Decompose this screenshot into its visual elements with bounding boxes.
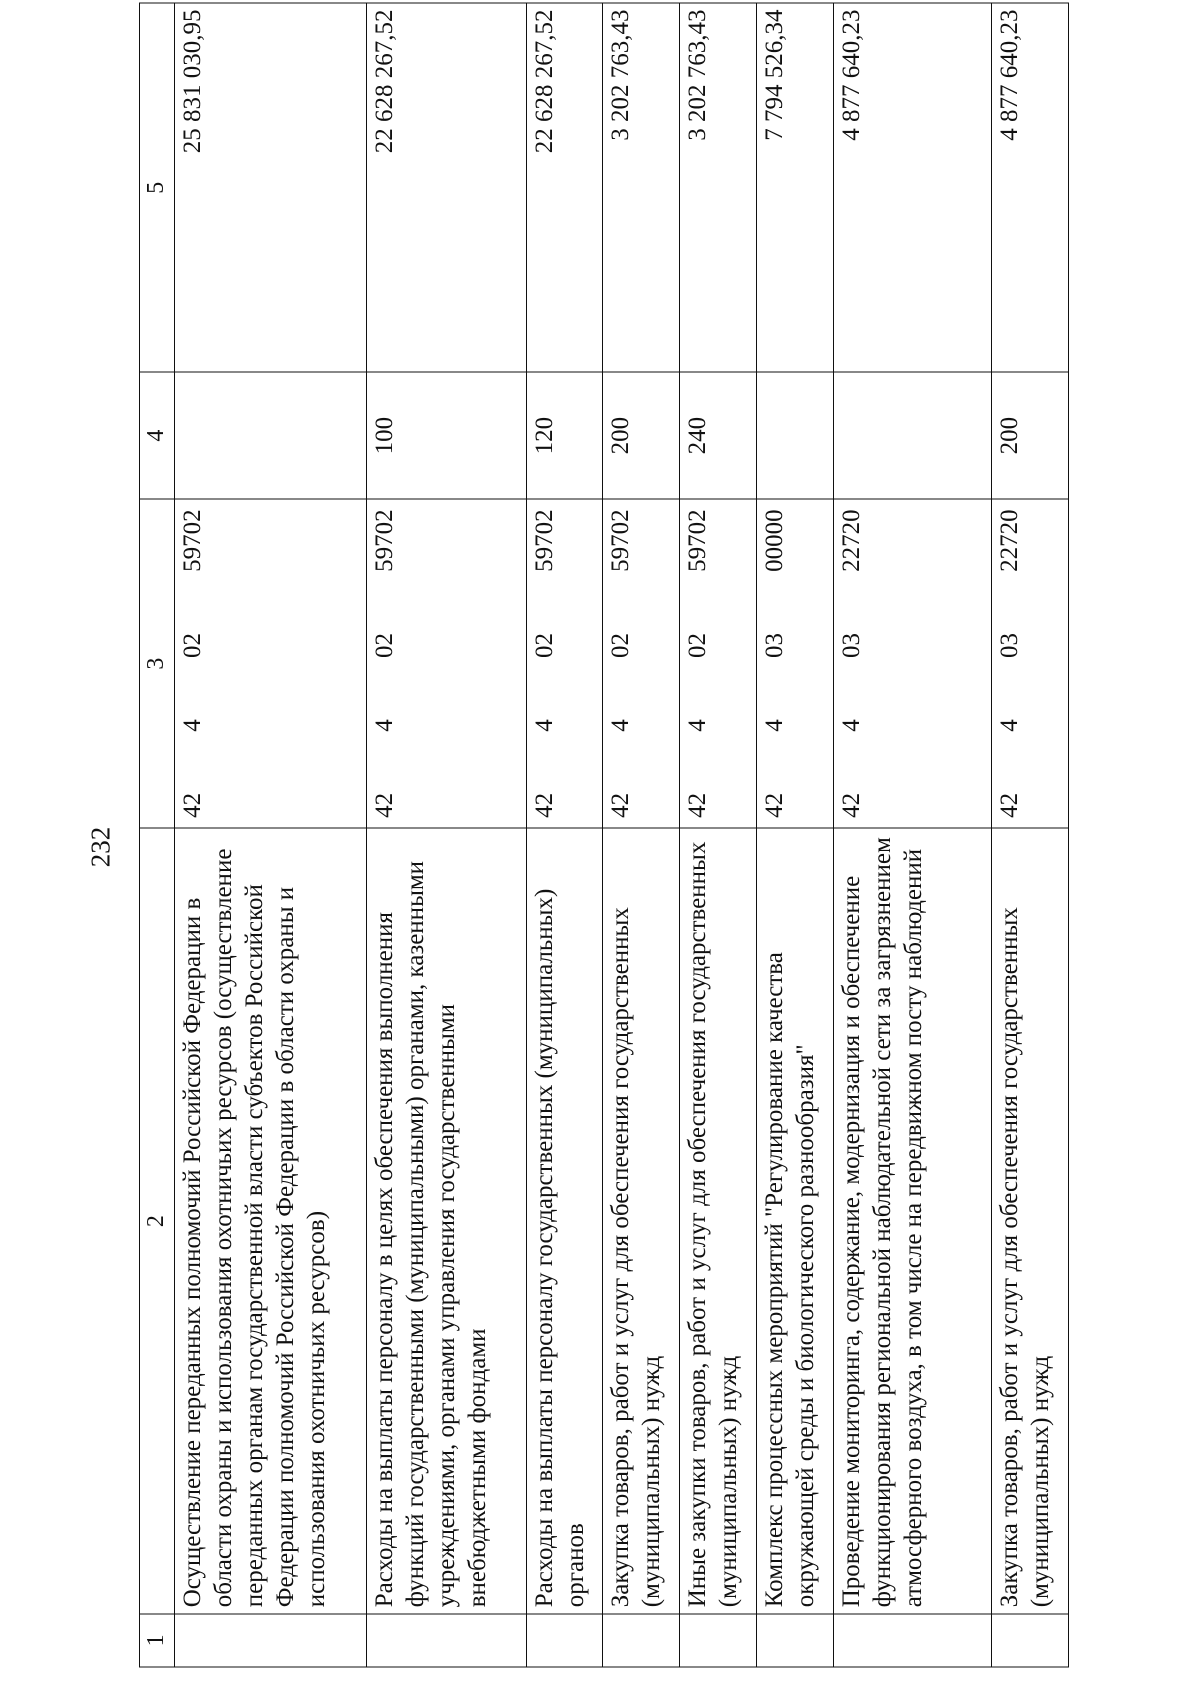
budget-code bbox=[833, 499, 991, 828]
rotated-table-container bbox=[139, 3, 1069, 1668]
row-number-cell bbox=[175, 1614, 367, 1667]
header-col-3: 3 bbox=[140, 499, 175, 828]
expense-type: 200 bbox=[992, 372, 1069, 498]
code-type: 4 bbox=[371, 719, 399, 732]
budget-code bbox=[992, 499, 1069, 828]
code-subprogram: 02 bbox=[607, 633, 635, 659]
amount: 3 202 763,43 bbox=[680, 3, 757, 372]
table-row bbox=[603, 3, 680, 1667]
amount: 25 831 030,95 bbox=[175, 3, 367, 372]
expense-type: 100 bbox=[367, 372, 526, 498]
budget-code bbox=[603, 499, 680, 828]
row-number-cell bbox=[992, 1614, 1069, 1667]
budget-table bbox=[139, 3, 1069, 1668]
code-direction: 59702 bbox=[530, 509, 558, 572]
code-program: 42 bbox=[530, 792, 558, 818]
code-program: 42 bbox=[996, 792, 1024, 818]
budget-code bbox=[680, 499, 757, 828]
row-number-cell bbox=[680, 1614, 757, 1667]
code-program: 42 bbox=[837, 792, 865, 818]
code-type: 4 bbox=[607, 719, 635, 732]
budget-code bbox=[367, 499, 526, 828]
amount: 7 794 526,34 bbox=[757, 3, 834, 372]
code-subprogram: 03 bbox=[761, 633, 789, 659]
table-row bbox=[175, 3, 367, 1667]
row-number-cell bbox=[603, 1614, 680, 1667]
item-name: Закупка товаров, работ и услуг для обеспечения государственных (муниципальных) нужд bbox=[603, 828, 680, 1613]
item-name: Расходы на выплаты персоналу государственных (муниципальных) органов bbox=[526, 828, 603, 1613]
amount: 4 877 640,23 bbox=[992, 3, 1069, 372]
budget-code bbox=[757, 499, 834, 828]
header-col-4: 4 bbox=[140, 372, 175, 498]
code-direction: 59702 bbox=[371, 509, 399, 572]
code-type: 4 bbox=[179, 719, 207, 732]
code-direction: 22720 bbox=[837, 509, 865, 572]
header-col-5: 5 bbox=[140, 3, 175, 372]
code-direction: 00000 bbox=[761, 509, 789, 572]
table-row bbox=[757, 3, 834, 1667]
item-name: Расходы на выплаты персоналу в целях обеспечения выполнения функций государственными (муниципальными) органами, казенными учреждениями, органами управления государственными внебюджетными фондами bbox=[367, 828, 526, 1613]
budget-code bbox=[175, 499, 367, 828]
amount: 22 628 267,52 bbox=[367, 3, 526, 372]
amount: 3 202 763,43 bbox=[603, 3, 680, 372]
row-number-cell bbox=[833, 1614, 991, 1667]
table-row bbox=[833, 3, 991, 1667]
item-name: Закупка товаров, работ и услуг для обеспечения государственных (муниципальных) нужд bbox=[992, 828, 1069, 1613]
item-name: Осуществление переданных полномочий Российской Федерации в области охраны и использования охотничьих ресурсов (осуществление переданных органам государственной власти субъектов Российской Федерации полномочий Российской Федерации в области охраны и использования охотничьих ресурсов) bbox=[175, 828, 367, 1613]
code-program: 42 bbox=[371, 792, 399, 818]
code-subprogram: 02 bbox=[530, 633, 558, 659]
header-row bbox=[140, 3, 175, 1667]
code-type: 4 bbox=[761, 719, 789, 732]
code-program: 42 bbox=[179, 792, 207, 818]
code-subprogram: 03 bbox=[837, 633, 865, 659]
code-type: 4 bbox=[684, 719, 712, 732]
table-row bbox=[526, 3, 603, 1667]
code-program: 42 bbox=[684, 792, 712, 818]
header-col-2: 2 bbox=[140, 828, 175, 1613]
code-subprogram: 03 bbox=[996, 633, 1024, 659]
row-number-cell bbox=[367, 1614, 526, 1667]
code-program: 42 bbox=[607, 792, 635, 818]
item-name: Комплекс процессных мероприятий "Регулирование качества окружающей среды и биологического разнообразия" bbox=[757, 828, 834, 1613]
expense-type bbox=[833, 372, 991, 498]
item-name: Проведение мониторинга, содержание, модернизация и обеспечение функционирования региональной наблюдательной сети за загрязнением атмосферного воздуха, в том числе на передвижном посту наблюдений bbox=[833, 828, 991, 1613]
code-direction: 22720 bbox=[996, 509, 1024, 572]
expense-type: 200 bbox=[603, 372, 680, 498]
amount: 22 628 267,52 bbox=[526, 3, 603, 372]
table-row bbox=[367, 3, 526, 1667]
budget-code bbox=[526, 499, 603, 828]
table-row bbox=[992, 3, 1069, 1667]
code-subprogram: 02 bbox=[179, 633, 207, 659]
expense-type: 120 bbox=[526, 372, 603, 498]
expense-type bbox=[175, 372, 367, 498]
row-number-cell bbox=[757, 1614, 834, 1667]
item-name: Иные закупки товаров, работ и услуг для обеспечения государственных (муниципальных) нужд bbox=[680, 828, 757, 1613]
code-type: 4 bbox=[996, 719, 1024, 732]
code-direction: 59702 bbox=[607, 509, 635, 572]
amount: 4 877 640,23 bbox=[833, 3, 991, 372]
expense-type: 240 bbox=[680, 372, 757, 498]
code-type: 4 bbox=[530, 719, 558, 732]
code-subprogram: 02 bbox=[371, 633, 399, 659]
code-program: 42 bbox=[761, 792, 789, 818]
table-row bbox=[680, 3, 757, 1667]
code-direction: 59702 bbox=[179, 509, 207, 572]
code-type: 4 bbox=[837, 719, 865, 732]
code-subprogram: 02 bbox=[684, 633, 712, 659]
page-number: 232 bbox=[85, 826, 116, 868]
code-direction: 59702 bbox=[684, 509, 712, 572]
row-number-cell bbox=[526, 1614, 603, 1667]
header-col-1: 1 bbox=[140, 1614, 175, 1667]
expense-type bbox=[757, 372, 834, 498]
